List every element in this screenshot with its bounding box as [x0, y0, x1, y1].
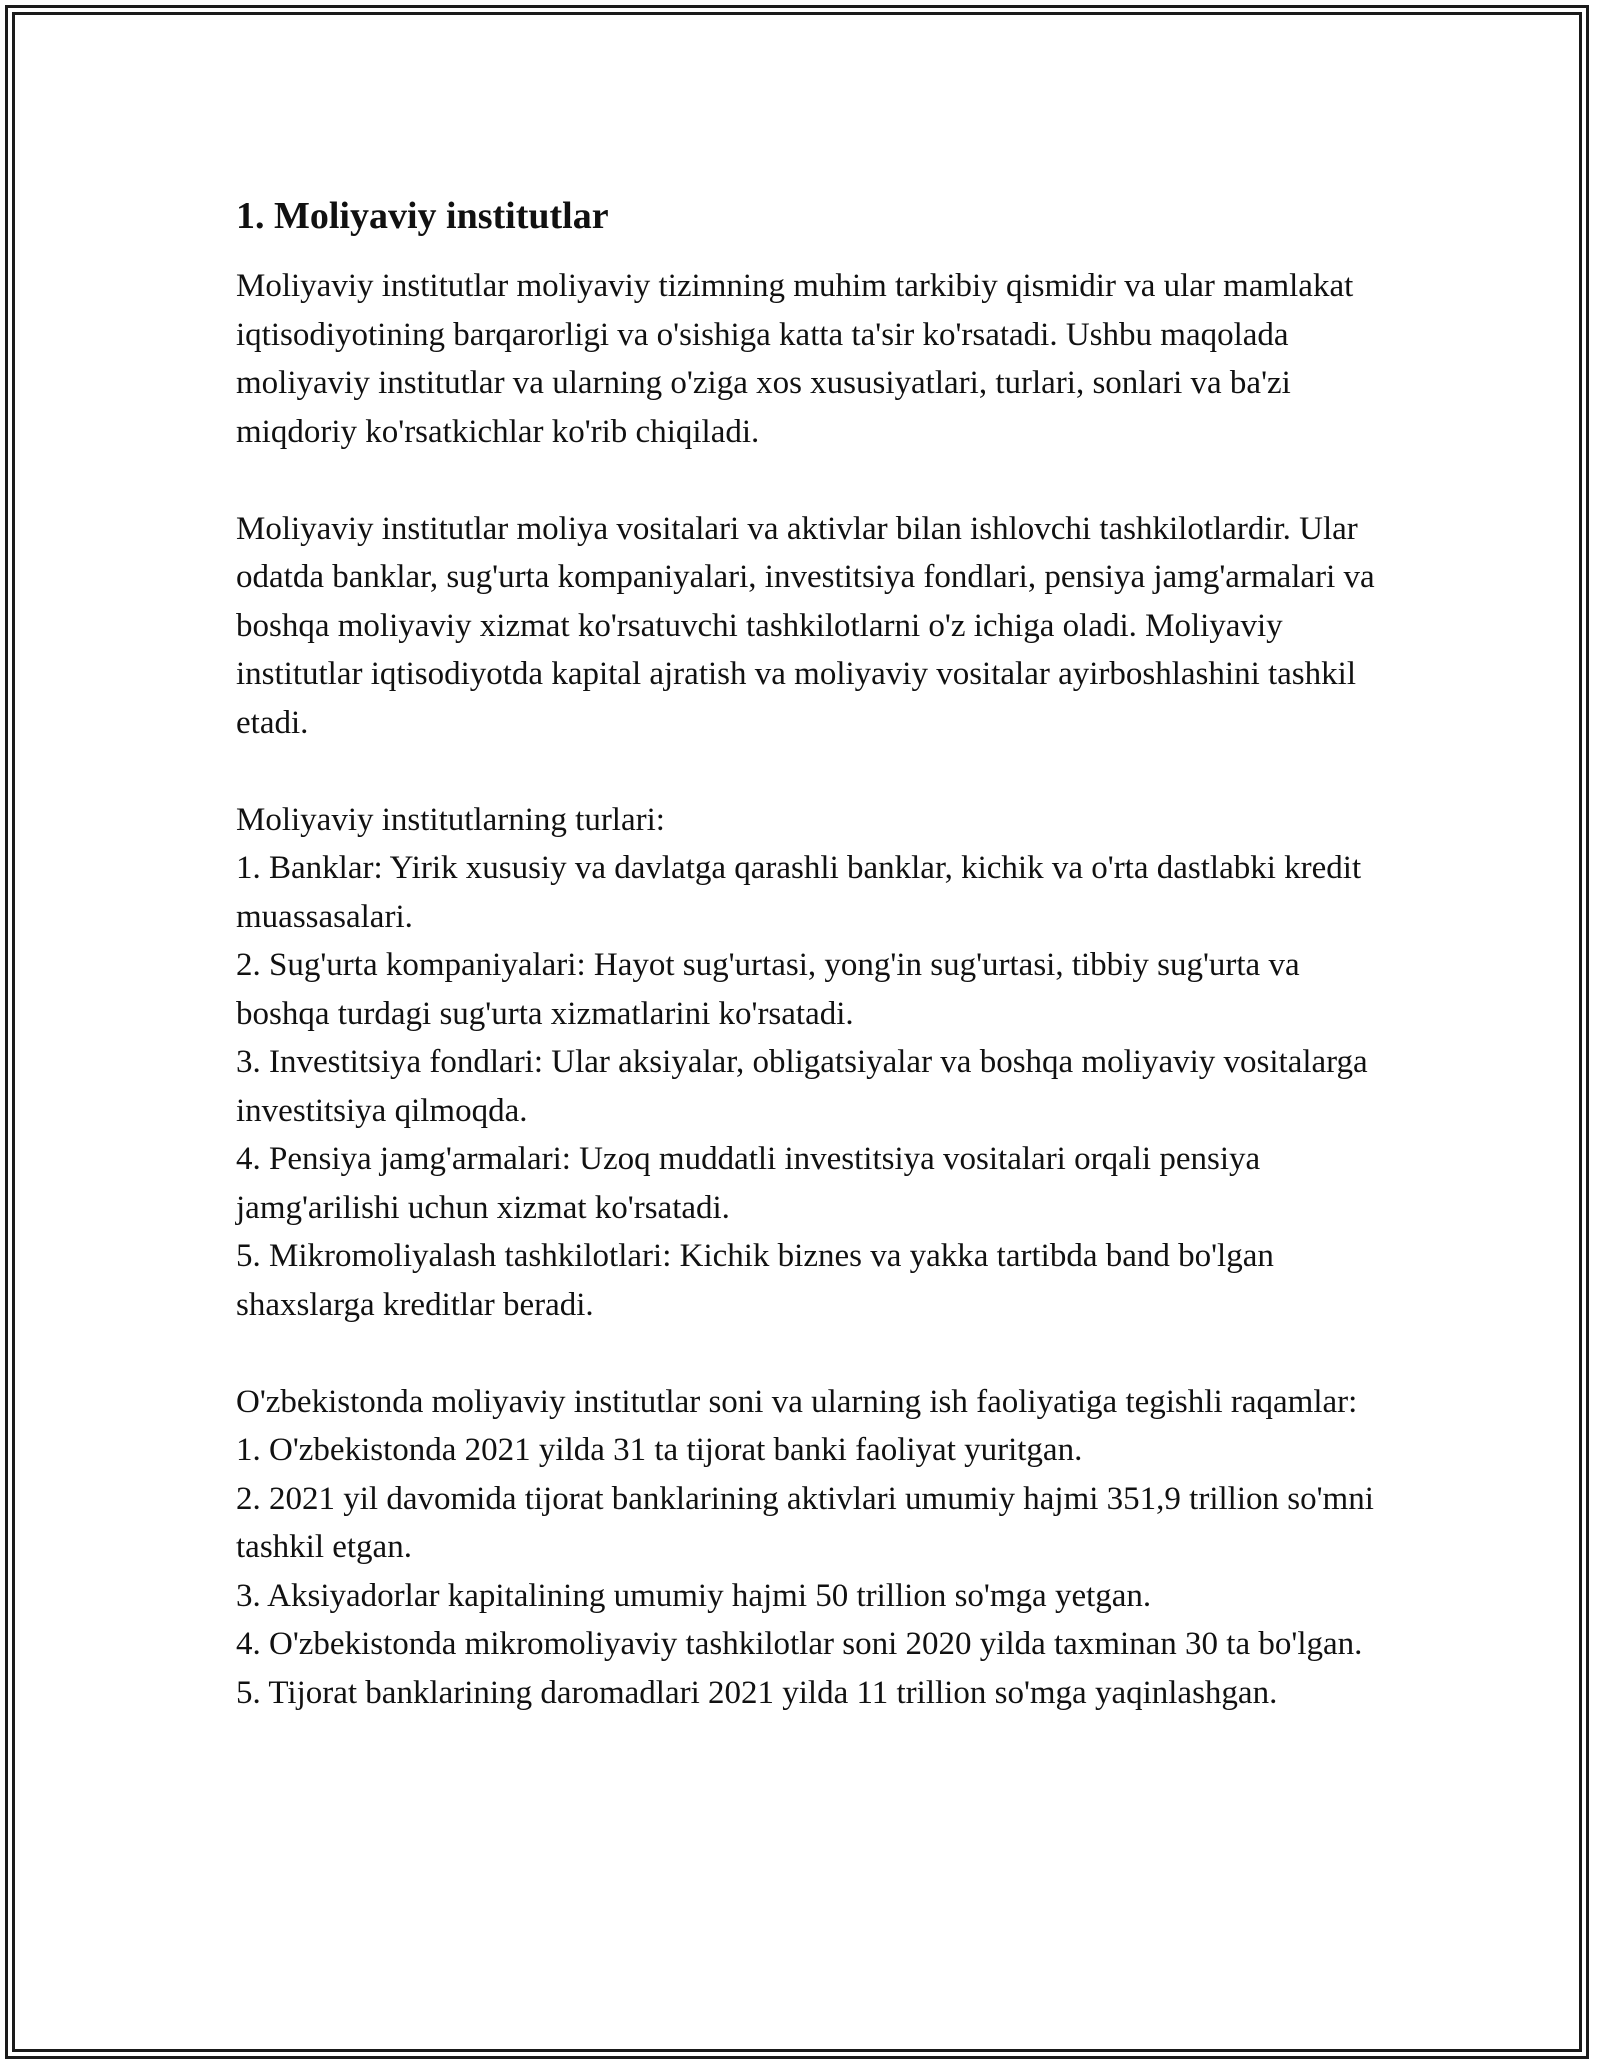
intro-paragraph: Moliyaviy institutlar moliyaviy tizimning muhim tarkibiy qismidir va ular mamlakat iqtisodiyotining barqarorligi va o'sishiga katta ta'sir ko'rsatadi. Ushbu maqolada moliyaviy institutlar va ularning o'ziga xos xususiyatlari, turlari, sonlari va ba'zi miqdoriy ko'rsatkichlar ko'rib chiqiladi. — [236, 268, 1354, 450]
types-section — [236, 796, 1386, 1330]
paragraph-spacer — [236, 456, 1386, 505]
document-body — [236, 188, 1386, 1717]
list-item: 4. O'zbekistonda mikromoliyaviy tashkilotlar soni 2020 yilda taxminan 30 ta bo'lgan. — [236, 1626, 1363, 1662]
list-item: 3. Aksiyadorlar kapitalining umumiy hajmi 50 trillion so'mga yetgan. — [236, 1577, 1152, 1614]
list-item: 2. Sug'urta kompaniyalari: Hayot sug'urtasi, yong'in sug'urtasi, tibbiy sug'urta va boshqa turdagi sug'urta xizmatlarini ko'rsatadi. — [236, 947, 1300, 1032]
definition-paragraph: Moliyaviy institutlar moliya vositalari va aktivlar bilan ishlovchi tashkilotlardir. Ular odatda banklar, sug'urta kompaniyalari, investitsiya fondlari, pensiya jamg'armalari va boshqa moliyaviy xizmat ko'rsatuvchi tashkilotlarni o'z ichiga oladi. Moliyaviy institutlar iqtisodiyotda kapital ajratish va moliyaviy vositalar ayirboshlashini tashkil etadi. — [236, 510, 1375, 741]
document-title: 1. Moliyaviy institutlar — [236, 195, 609, 237]
paragraph-spacer — [236, 1329, 1386, 1378]
list-item: 3. Investitsiya fondlari: Ular aksiyalar, obligatsiyalar va boshqa moliyaviy vositalarga investitsiya qilmoqda. — [236, 1044, 1368, 1129]
list-item: 1. Banklar: Yirik xususiy va davlatga qarashli banklar, kichik va o'rta dastlabki kredit muassasalari. — [236, 850, 1362, 935]
list-item: 5. Mikromoliyalash tashkilotlari: Kichik biznes va yakka tartibda band bo'lgan shaxslarga kreditlar beradi. — [236, 1238, 1274, 1323]
list-item: 1. O'zbekistonda 2021 yilda 31 ta tijorat banki faoliyat yuritgan. — [236, 1432, 1083, 1468]
paragraph-spacer — [236, 747, 1386, 796]
stats-section — [236, 1378, 1386, 1718]
stats-heading: O'zbekistonda moliyaviy institutlar soni va ularning ish faoliyatiga tegishli raqamlar: — [236, 1383, 1358, 1420]
list-item: 2. 2021 yil davomida tijorat banklarining aktivlari umumiy hajmi 351,9 trillion so'mni tashkil etgan. — [236, 1480, 1374, 1565]
types-heading: Moliyaviy institutlarning turlari: — [236, 801, 665, 838]
list-item: 5. Tijorat banklarining daromadlari 2021 yilda 11 trillion so'mga yaqinlashgan. — [236, 1674, 1278, 1711]
list-item: 4. Pensiya jamg'armalari: Uzoq muddatli investitsiya vositalari orqali pensiya jamg'arilishi uchun xizmat ko'rsatadi. — [236, 1141, 1261, 1226]
